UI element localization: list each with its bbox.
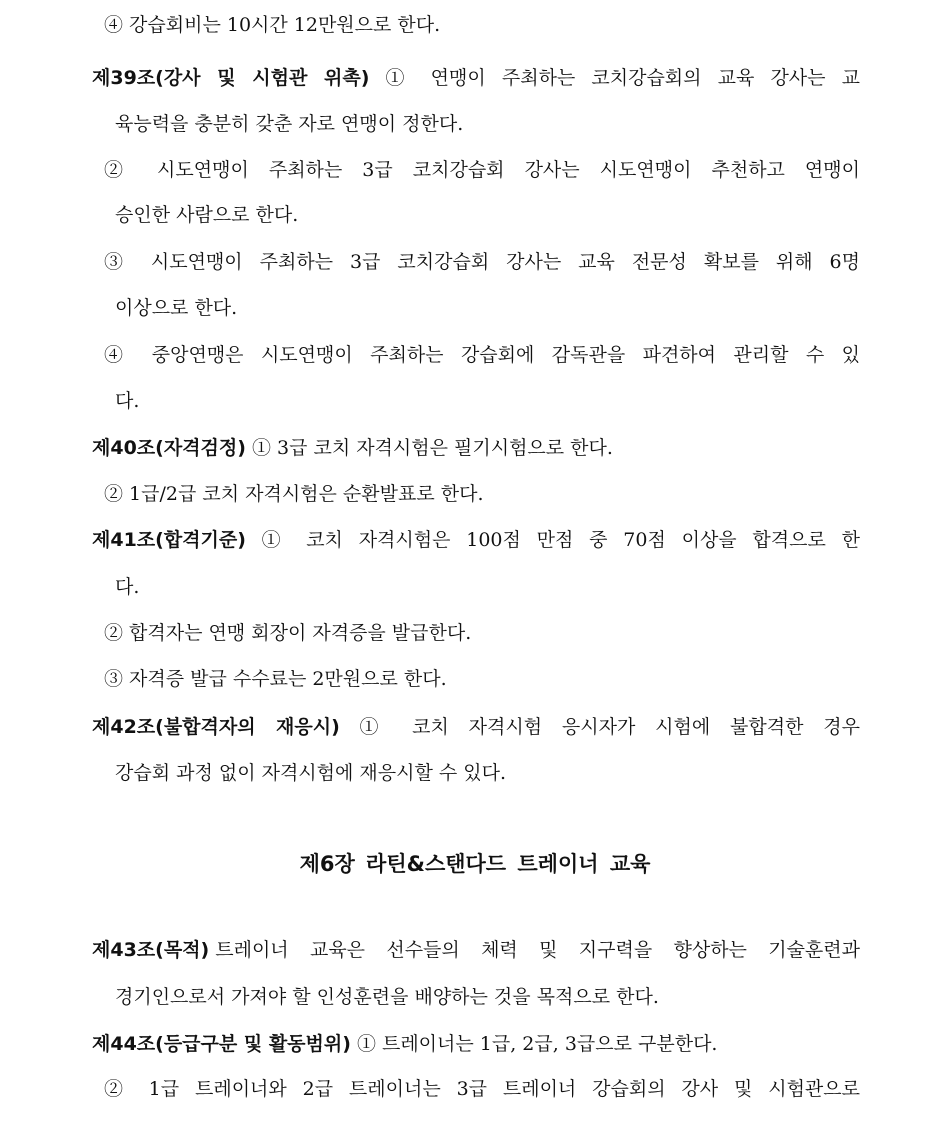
paragraph-line: ② 합격자는 연맹 회장이 자격증을 발급한다. <box>104 622 472 644</box>
paragraph-line: ④ 중앙연맹은 시도연맹이 주최하는 강습회에 감독관을 파견하여 관리할 수 있 <box>104 344 860 366</box>
paragraph-line: ③ 자격증 발급 수수료는 2만원으로 한다. <box>104 668 447 690</box>
article-heading: 제42조(불합격자의 재응시) <box>92 716 340 738</box>
article-heading: 제40조(자격검정) <box>92 437 246 459</box>
chapter-title: 제6장 라틴&스탠다드 트레이너 교육 <box>299 852 651 876</box>
article-heading: 제39조(강사 및 시험관 위촉) <box>92 67 370 89</box>
article-42-line: 제42조(불합격자의 재응시) ① 코치 자격시험 응시자가 시험에 불합격한 경우 <box>92 716 860 738</box>
article-heading: 제44조(등급구분 및 활동범위) <box>92 1033 351 1055</box>
paragraph-line: 다. <box>115 576 140 598</box>
paragraph-line: 다. <box>115 390 140 412</box>
paragraph-line: 이상으로 한다. <box>115 297 238 319</box>
paragraph-line: ② 시도연맹이 주최하는 3급 코치강습회 강사는 시도연맹이 추천하고 연맹이 <box>104 159 860 181</box>
article-40-line: 제40조(자격검정) ① 3급 코치 자격시험은 필기시험으로 한다. <box>92 437 613 459</box>
paragraph-line: ③ 시도연맹이 주최하는 3급 코치강습회 강사는 교육 전문성 확보를 위해 6명 <box>104 251 860 273</box>
paragraph-line: 육능력을 충분히 갖춘 자로 연맹이 정한다. <box>115 113 464 135</box>
article-41-line: 제41조(합격기준) ① 코치 자격시험은 100점 만점 중 70점 이상을 합격으로 한 <box>92 529 860 551</box>
paragraph-line: 경기인으로서 가져야 할 인성훈련을 배양하는 것을 목적으로 한다. <box>115 986 659 1008</box>
paragraph-line: ② 1급 트레이너와 2급 트레이너는 3급 트레이너 강습회의 강사 및 시험관으로 <box>104 1078 860 1100</box>
article-heading: 제43조(목적) <box>92 939 210 961</box>
paragraph-line: ④ 강습회비는 10시간 12만원으로 한다. <box>104 14 441 36</box>
article-43-line: 제43조(목적) 트레이너 교육은 선수들의 체력 및 지구력을 향상하는 기술훈련과 <box>92 939 860 961</box>
paragraph-line: 강습회 과정 없이 자격시험에 재응시할 수 있다. <box>115 762 507 784</box>
article-39-line: 제39조(강사 및 시험관 위촉) ① 연맹이 주최하는 코치강습회의 교육 강사는 교 <box>92 67 860 89</box>
article-44-line: 제44조(등급구분 및 활동범위) ① 트레이너는 1급, 2급, 3급으로 구분한다. <box>92 1033 718 1055</box>
paragraph-line: ② 1급/2급 코치 자격시험은 순환발표로 한다. <box>104 483 484 505</box>
article-heading: 제41조(합격기준) <box>92 529 246 551</box>
paragraph-line: 승인한 사람으로 한다. <box>115 204 299 226</box>
